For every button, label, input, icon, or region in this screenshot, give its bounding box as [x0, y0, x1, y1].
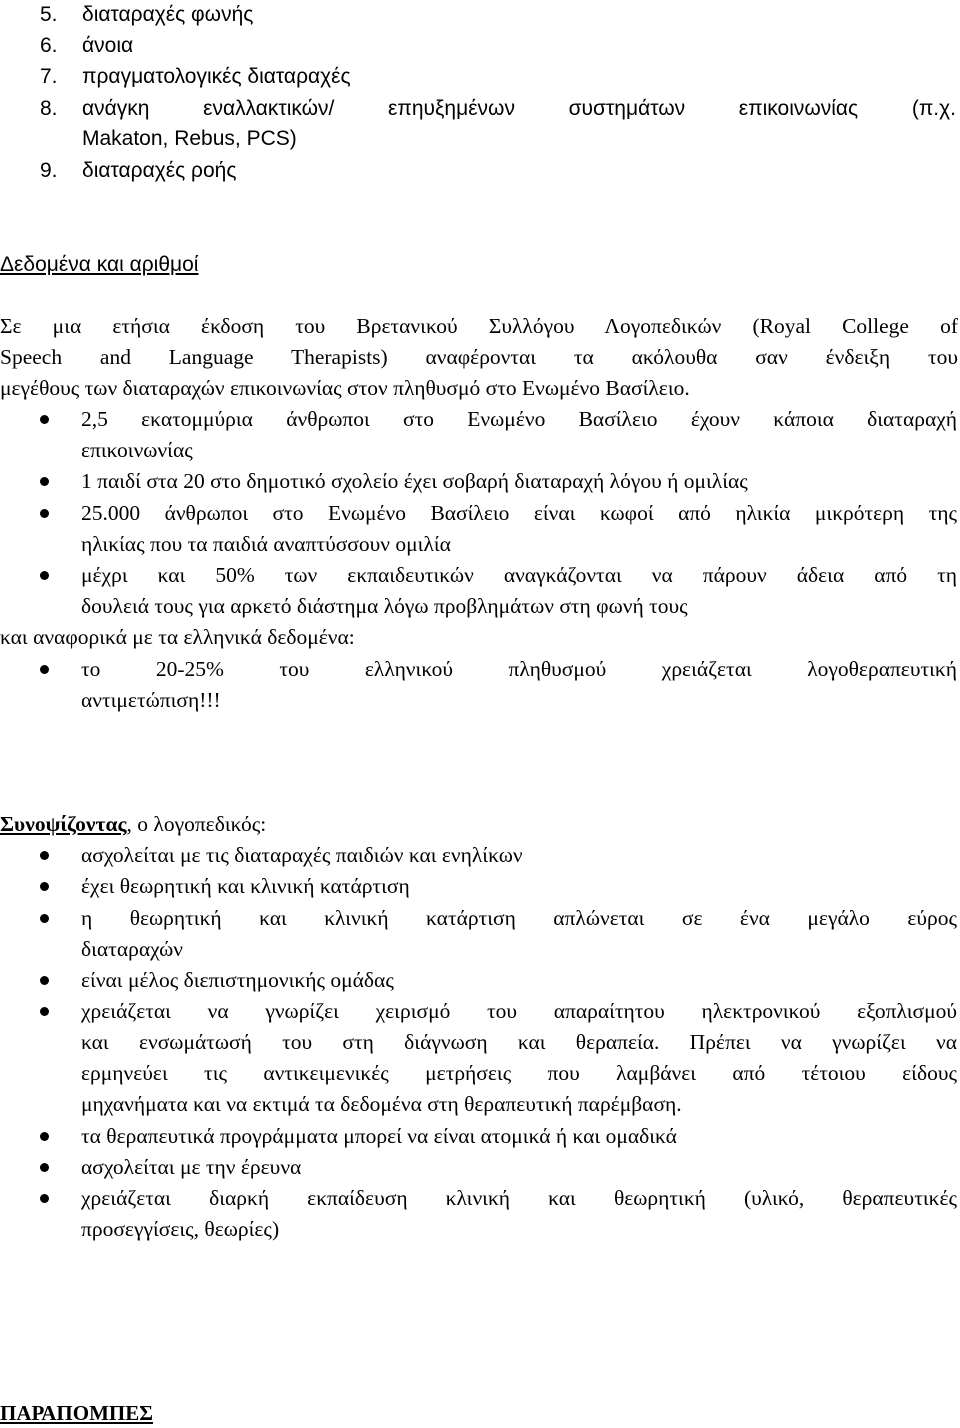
bullet-icon [40, 882, 49, 891]
bullet-text: διαταραχών [81, 937, 184, 961]
bullet-text: μέχρι και 50% των εκπαιδευτικών αναγκάζονται να πάρουν άδεια από τη [81, 563, 957, 587]
paragraph-line: και αναφορικά με τα ελληνικά δεδομένα: [0, 625, 355, 649]
bullet-text: χρειάζεται διαρκή εκπαίδευση κλινική και θεωρητική (υλικό, θεραπευτικές [81, 1186, 957, 1210]
bullet-icon [40, 1007, 49, 1016]
bullet-text: επικοινωνίας [81, 438, 193, 462]
bullet-icon [40, 851, 49, 860]
bullet-text: έχει θεωρητική και κλινική κατάρτιση [81, 874, 410, 898]
bullet-text: χρειάζεται να γνωρίζει χειρισμό του απαραίτητου ηλεκτρονικού εξοπλισμού [81, 999, 957, 1023]
bullet-text: είναι μέλος διεπιστημονικής ομάδας [81, 968, 394, 992]
bullet-icon [40, 665, 49, 674]
references-heading: ΠΑΡΑΠΟΜΠΕΣ [0, 1401, 153, 1425]
bullet-icon [40, 477, 49, 486]
bullet-text: αντιμετώπιση!!! [81, 688, 221, 712]
paragraph-line: μεγέθους των διαταραχών επικοινωνίας στον πληθυσμό στο Ενωμένο Βασίλειο. [0, 376, 690, 400]
bullet-text: ασχολείται με τις διαταραχές παιδιών και ενηλίκων [81, 843, 523, 867]
bullet-icon [40, 914, 49, 923]
bullet-text: ασχολείται με την έρευνα [81, 1155, 302, 1179]
bullet-text: 2,5 εκατομμύρια άνθρωποι στο Ενωμένο Βασίλειο έχουν κάποια διαταραχή [81, 407, 957, 431]
list-number: 7. [40, 65, 58, 88]
bullet-text: ερμηνεύει τις αντικειμενικές μετρήσεις που λαμβάνει από τέτοιου είδους [81, 1061, 957, 1085]
list-number: 5. [40, 3, 58, 26]
summary-heading [0, 809, 266, 839]
bullet-icon [40, 976, 49, 985]
summary-heading-bold: Συνοψίζοντας [0, 812, 127, 836]
bullet-text: μηχανήματα και να εκτιμά τα δεδομένα στη θεραπευτική παρέμβαση. [81, 1092, 682, 1116]
bullet-icon [40, 1132, 49, 1141]
list-text: άνοια [82, 34, 134, 57]
bullet-icon [40, 415, 49, 424]
bullet-text: το 20-25% του ελληνικού πληθυσμού χρειάζεται λογοθεραπευτική [81, 657, 957, 681]
list-text: διαταραχές φωνής [82, 3, 254, 26]
list-number: 6. [40, 34, 58, 57]
list-item [0, 94, 960, 124]
bullet-text: ηλικίας που τα παιδιά αναπτύσσουν ομιλία [81, 532, 451, 556]
list-text: διαταραχές ροής [82, 159, 237, 182]
list-number: 8. [40, 97, 58, 120]
bullet-icon [40, 571, 49, 580]
bullet-icon [40, 1194, 49, 1203]
bullet-icon [40, 509, 49, 518]
paragraph-line: Σε μια ετήσια έκδοση του Βρετανικού Συλλόγου Λογοπεδικών (Royal College of [0, 314, 958, 338]
bullet-text: δουλειά τους για αρκετό διάστημα λόγω προβλημάτων στη φωνή τους [81, 594, 688, 618]
bullet-text: τα θεραπευτικά προγράμματα μπορεί να είναι ατομικά ή και ομαδικά [81, 1124, 677, 1148]
paragraph-line: Speech and Language Therapists) αναφέρονται τα ακόλουθα σαν ένδειξη του [0, 345, 958, 369]
summary-heading-rest: , ο λογοπεδικός: [126, 812, 267, 836]
bullet-text: 25.000 άνθρωποι στο Ενωμένο Βασίλειο είναι κωφοί από ηλικία μικρότερη της [81, 501, 957, 525]
bullet-text: και ενσωμάτωσή του στη διάγνωση και θεραπεία. Πρέπει να γνωρίζει να [81, 1030, 957, 1054]
bullet-text: η θεωρητική και κλινική κατάρτιση απλώνεται σε ένα μεγάλο εύρος [81, 906, 957, 930]
section-heading: Δεδομένα και αριθμοί [0, 253, 199, 276]
list-number: 9. [40, 159, 58, 182]
bullet-text: προσεγγίσεις, θεωρίες) [81, 1217, 280, 1241]
list-text: πραγματολογικές διαταραχές [82, 65, 351, 88]
bullet-icon [40, 1163, 49, 1172]
bullet-text: 1 παιδί στα 20 στο δημοτικό σχολείο έχει σοβαρή διαταραχή λόγου ή ομιλίας [81, 469, 748, 493]
list-text: ανάγκη εναλλακτικών/ επηυξημένων συστημάτων επικοινωνίας (π.χ. [82, 97, 956, 120]
list-text: Makaton, Rebus, PCS) [82, 127, 297, 150]
